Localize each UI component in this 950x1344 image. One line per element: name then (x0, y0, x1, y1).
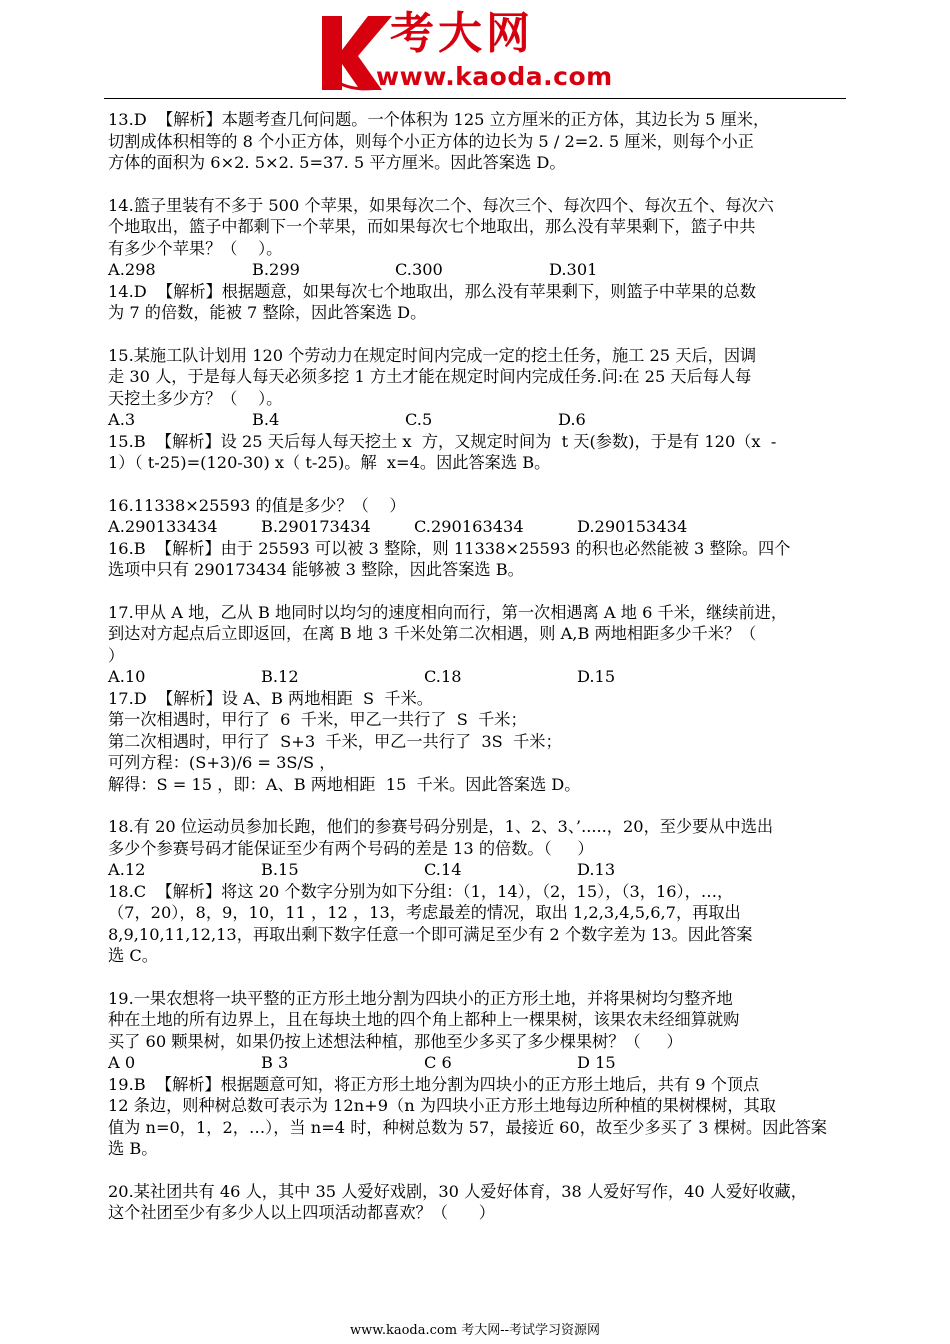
question-14: 14.篮子里装有不多于 500 个苹果，如果每次二个、每次三个、每次四个、每次五个、每次六 (108, 195, 774, 215)
text-line: 选 C。 (108, 946, 158, 965)
answer-line: 14.D 【解析】根据题意，如果每次七个地取出，那么没有苹果剩下，则篮子中苹果的总数 (108, 281, 756, 301)
option-c: C.300 (395, 260, 443, 279)
text-line: 选项中只有 290173434 能够被 3 整除，因此答案选 B。 (108, 560, 524, 579)
text-line: 天挖土多少方？（ ）。 (108, 388, 283, 408)
option-a: A.10 (108, 667, 146, 686)
option-d: D.6 (558, 410, 586, 429)
option-b: B.12 (261, 667, 299, 686)
answer-line: 18.C 【解析】将这 20 个数字分别为如下分组：（1，14），（2，15），（3，16），…， (108, 881, 734, 901)
options-row (108, 516, 846, 538)
option-d: D.15 (577, 667, 616, 686)
option-a: A 0 (108, 1053, 136, 1072)
option-b: B.15 (261, 860, 299, 879)
text-line: 多少个参赛号码才能保证至少有两个号码的差是 13 的倍数。（ ） (108, 838, 594, 858)
text-line: 第一次相遇时，甲行了 6 千米，甲乙一共行了 S 千米； (108, 710, 527, 729)
options-row (108, 859, 846, 881)
text-line: 有多少个苹果？（ ）。 (108, 238, 283, 258)
text-line: 走 30 人，于是每人每天必须多挖 1 方土才能在规定时间内完成任务.问:在 25 天后每人每 (108, 367, 752, 386)
question-20: 20.某社团共有 46 人，其中 35 人爱好戏剧，30 人爱好体育，38 人爱好写作，40 人爱好收藏， (108, 1181, 807, 1201)
text-line: 解得：S = 15 ，即：A、B 两地相距 15 千米。因此答案选 D。 (108, 774, 581, 794)
option-c: C.14 (424, 860, 462, 879)
text-line: 值为 n=0，1，2，…），当 n=4 时，种树总数为 57，最接近 60，故至少多买了 3 棵树。因此答案 (108, 1117, 827, 1137)
question-15: 15.某施工队计划用 120 个劳动力在规定时间内完成一定的挖土任务，施工 25 天后，因调 (108, 345, 757, 365)
logo-url: www.kaoda.com (376, 62, 613, 91)
options-row (108, 259, 846, 281)
document-body (108, 109, 846, 1224)
question-18: 18.有 20 位运动员参加长跑，他们的参赛号码分别是，1、2、3、’.....，20，至少要从中选出 (108, 817, 774, 836)
question-19: 19.一果农想将一块平整的正方形土地分割为四块小的正方形土地，并将果树均匀整齐地 (108, 988, 733, 1008)
option-b: B.290173434 (261, 517, 371, 536)
text-line: 个地取出，篮子中都剩下一个苹果，而如果每次七个地取出，那么没有苹果剩下，篮子中共 (108, 217, 756, 236)
options-row (108, 666, 846, 688)
text-line: 到达对方起点后立即返回，在离 B 地 3 千米处第二次相遇，则 A,B 两地相距多少千米？（ (108, 624, 757, 643)
option-b: B 3 (261, 1053, 289, 1072)
text-line: 切割成体积相等的 8 个小正方体，则每个小正方体的边长为 5 / 2=2. 5 厘米，则每个小正 (108, 131, 754, 151)
option-c: C.18 (424, 667, 462, 686)
text-line: 买了 60 颗果树，如果仍按上述想法种植，那他至少多买了多少棵果树？（ ） (108, 1031, 683, 1051)
logo-text: 考大网 (390, 8, 534, 59)
answer-line: 15.B 【解析】设 25 天后每人每天挖土 x 方，又规定时间为 t 天(参数)，于是有 120（x - (108, 431, 777, 451)
text-line: 选 B。 (108, 1139, 158, 1158)
text-line: 1）（ t-25)=(120-30) x（ t-25)。解 x=4。因此答案选 B。 (108, 453, 551, 472)
option-b: B.299 (252, 260, 300, 279)
option-c: C.5 (405, 410, 433, 429)
option-a: A.12 (108, 860, 146, 879)
text-line: 可列方程：(S+3)/6 = 3S/S ， (108, 753, 336, 772)
page-footer: www.kaoda.com 考大网--考试学习资源网 (350, 1323, 600, 1338)
option-c: C.290163434 (414, 517, 524, 536)
text-line: 13.D 【解析】本题考查几何问题。一个体积为 125 立方厘米的正方体，其边长为 5 厘米， (108, 110, 770, 129)
option-c: C 6 (424, 1053, 452, 1072)
answer-line: 16.B 【解析】由于 25593 可以被 3 整除，则 11338×25593 的积也必然能被 3 整除。四个 (108, 538, 791, 558)
options-row (108, 409, 846, 431)
text-line: ） (108, 645, 125, 665)
option-d: D 15 (577, 1053, 616, 1072)
header-divider (104, 98, 846, 99)
option-a: A.298 (108, 260, 156, 279)
text-line: 12 条边，则种树总数可表示为 12n+9（n 为四块小正方形土地每边所种植的果树棵树，其取 (108, 1096, 776, 1115)
text-line: 第二次相遇时，甲行了 S+3 千米，甲乙一共行了 3S 千米； (108, 731, 562, 751)
option-a: A.3 (108, 410, 136, 429)
option-a: A.290133434 (108, 517, 218, 536)
text-line: （7，20），8，9，10，11 ，12 ，13，考虑最差的情况，取出 1,2,3,4,5,6,7，再取出 (108, 903, 741, 922)
option-d: D.290153434 (577, 517, 688, 536)
option-d: D.301 (549, 260, 598, 279)
question-17: 17.甲从 A 地，乙从 B 地同时以均匀的速度相向而行，第一次相遇离 A 地 6 千米，继续前进， (108, 602, 788, 622)
options-row (108, 1052, 846, 1074)
text-line: 种在土地的所有边界上，且在每块土地的四个角上都种上一棵果树，该果农未经细算就购 (108, 1010, 740, 1029)
answer-line: 19.B 【解析】根据题意可知，将正方形土地分割为四块小的正方形土地后，共有 9 个顶点 (108, 1074, 760, 1094)
text-line: 方体的面积为 6×2. 5×2. 5=37. 5 平方厘米。因此答案选 D。 (108, 153, 566, 172)
text-line: 为 7 的倍数，能被 7 整除，因此答案选 D。 (108, 303, 427, 322)
option-d: D.13 (577, 860, 616, 879)
text-line: 8,9,10,11,12,13，再取出剩下数字任意一个即可满足至少有 2 个数字差为 13。因此答案 (108, 924, 753, 944)
kaoda-logo (318, 8, 648, 96)
question-16: 16.11338×25593 的值是多少？（ ） (108, 495, 406, 515)
answer-line: 17.D 【解析】设 A、B 两地相距 S 千米。 (108, 688, 433, 708)
option-b: B.4 (252, 410, 280, 429)
text-line: 这个社团至少有多少人以上四项活动都喜欢？（ ） (108, 1203, 495, 1222)
